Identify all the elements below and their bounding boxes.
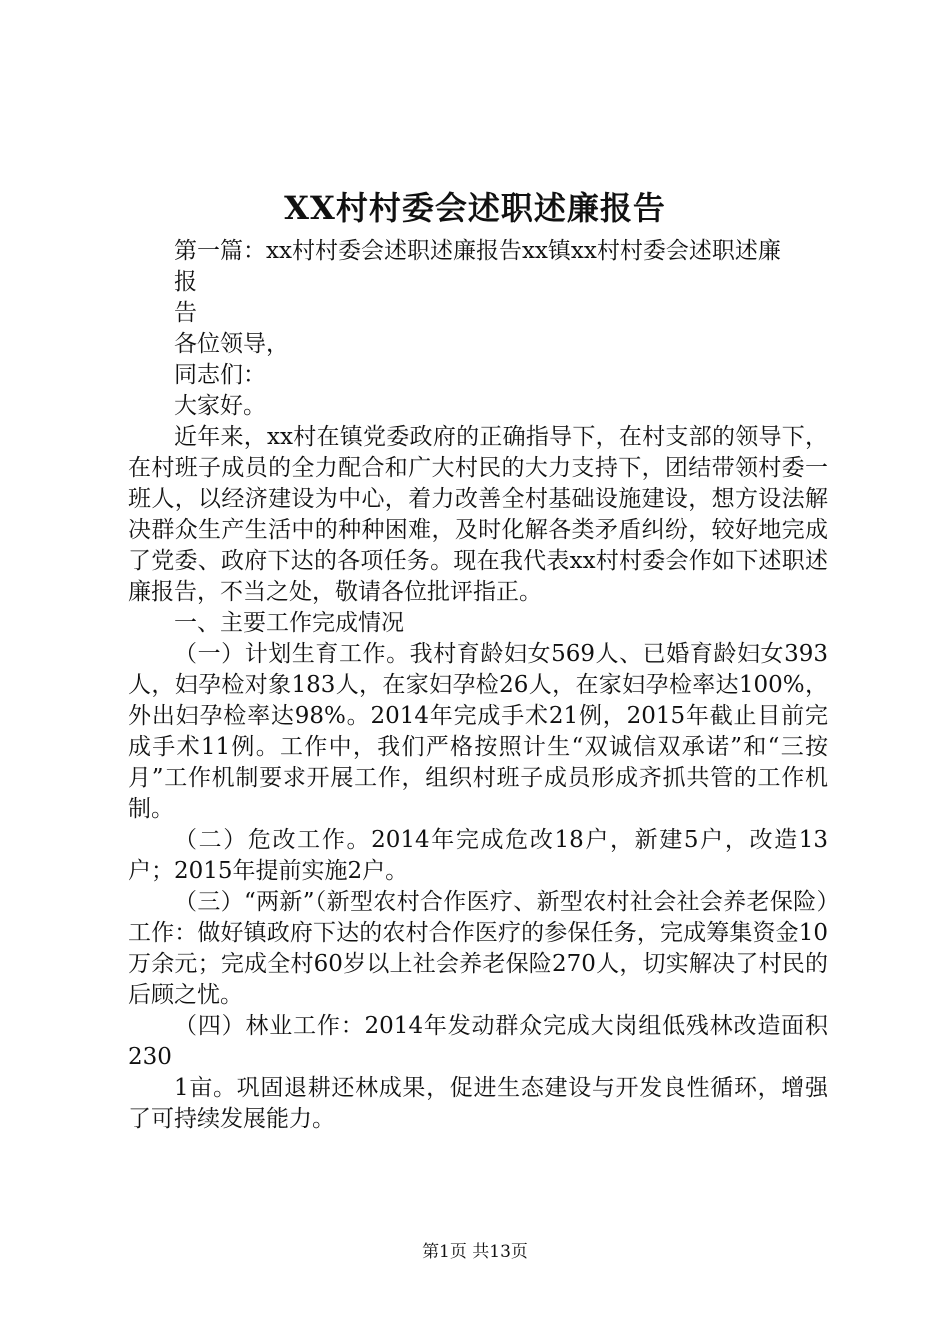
paragraph-section-heading: 一、主要工作完成情况	[174, 610, 404, 636]
paragraph-salutation-comrades: 同志们：	[174, 362, 266, 388]
paragraph-salutation-leaders: 各位领导，	[174, 331, 289, 357]
paragraph-housing-renovation: （二）危改工作。2014年完成危改18户，新建5户，改造13户；2015年提前实施2户。	[128, 827, 828, 884]
paragraph-intro: 第一篇：xx村村委会述职述廉报告xx镇xx村村委会述职述廉	[174, 238, 781, 264]
paragraph-greeting: 大家好。	[174, 393, 266, 419]
paragraph-forestry-continued: 1亩。巩固退耕还林成果，促进生态建设与开发良性循环，增强了可持续发展能力。	[128, 1075, 828, 1132]
document-body	[128, 236, 828, 1135]
paragraph-family-planning: （一）计划生育工作。我村育龄妇女569人、已婚育龄妇女393人，妇孕检对象183人，在家妇孕检26人，在家妇孕检率达100%，外出妇孕检率达98%。2014年完成手术21例，2015年截止目前完成手术11例。工作中，我们严格按照计生“双诚信双承诺”和“三按月”工作机制要求开展工作，组织村班子成员形成齐抓共管的工作机制。	[128, 641, 828, 822]
paragraph-medical-insurance: （三）“两新”（新型农村合作医疗、新型农村社会社会养老保险）工作：做好镇政府下达的农村合作医疗的参保任务，完成筹集资金10万余元；完成全村60岁以上社会养老保险270人，切实解决了村民的后顾之忧。	[128, 889, 828, 1008]
paragraph-report-char-1: 报	[174, 269, 197, 295]
paragraph-forestry: （四）林业工作：2014年发动群众完成大岗组低残林改造面积230	[128, 1013, 828, 1070]
paragraph-report-char-2: 告	[174, 300, 197, 326]
page-footer: 第1页 共13页	[422, 1242, 528, 1262]
paragraph-overview: 近年来，xx村在镇党委政府的正确指导下，在村支部的领导下，在村班子成员的全力配合和广大村民的大力支持下，团结带领村委一班人，以经济建设为中心，着力改善全村基础设施建设，想方设法解决群众生产生活中的种种困难，及时化解各类矛盾纠纷，较好地完成了党委、政府下达的各项任务。现在我代表xx村村委会作如下述职述廉报告，不当之处，敬请各位批评指正。	[128, 424, 828, 605]
document-title: XX村村委会述职述廉报告	[284, 189, 666, 227]
